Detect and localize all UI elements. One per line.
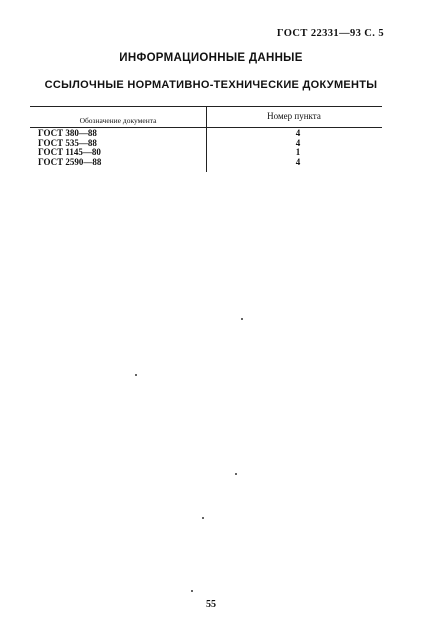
scan-speck [235, 473, 237, 475]
scan-speck [241, 318, 243, 320]
scan-speck [202, 517, 204, 519]
section-title: ССЫЛОЧНЫЕ НОРМАТИВНО-ТЕХНИЧЕСКИЕ ДОКУМЕНТЫ [44, 79, 378, 91]
scan-speck [191, 590, 193, 592]
column-header-item-number: Номер пункта [267, 111, 321, 121]
document-code: ГОСТ 380—88 [38, 128, 97, 138]
item-number: 4 [295, 128, 301, 138]
main-title: ИНФОРМАЦИОННЫЕ ДАННЫЕ [119, 52, 303, 64]
table-body [38, 129, 378, 167]
page-number: 55 [206, 599, 216, 610]
scan-speck [135, 374, 137, 376]
column-header-document: Обозначение документа [79, 116, 157, 125]
page-header: ГОСТ 22331—93 С. 5 [276, 28, 384, 39]
item-number: 1 [295, 147, 301, 157]
document-code: ГОСТ 1145—80 [38, 147, 101, 157]
item-number: 4 [295, 137, 301, 148]
table-row [38, 158, 378, 168]
document-code: ГОСТ 535—88 [38, 137, 97, 148]
document-code: ГОСТ 2590—88 [38, 156, 102, 167]
item-number: 4 [295, 156, 301, 167]
